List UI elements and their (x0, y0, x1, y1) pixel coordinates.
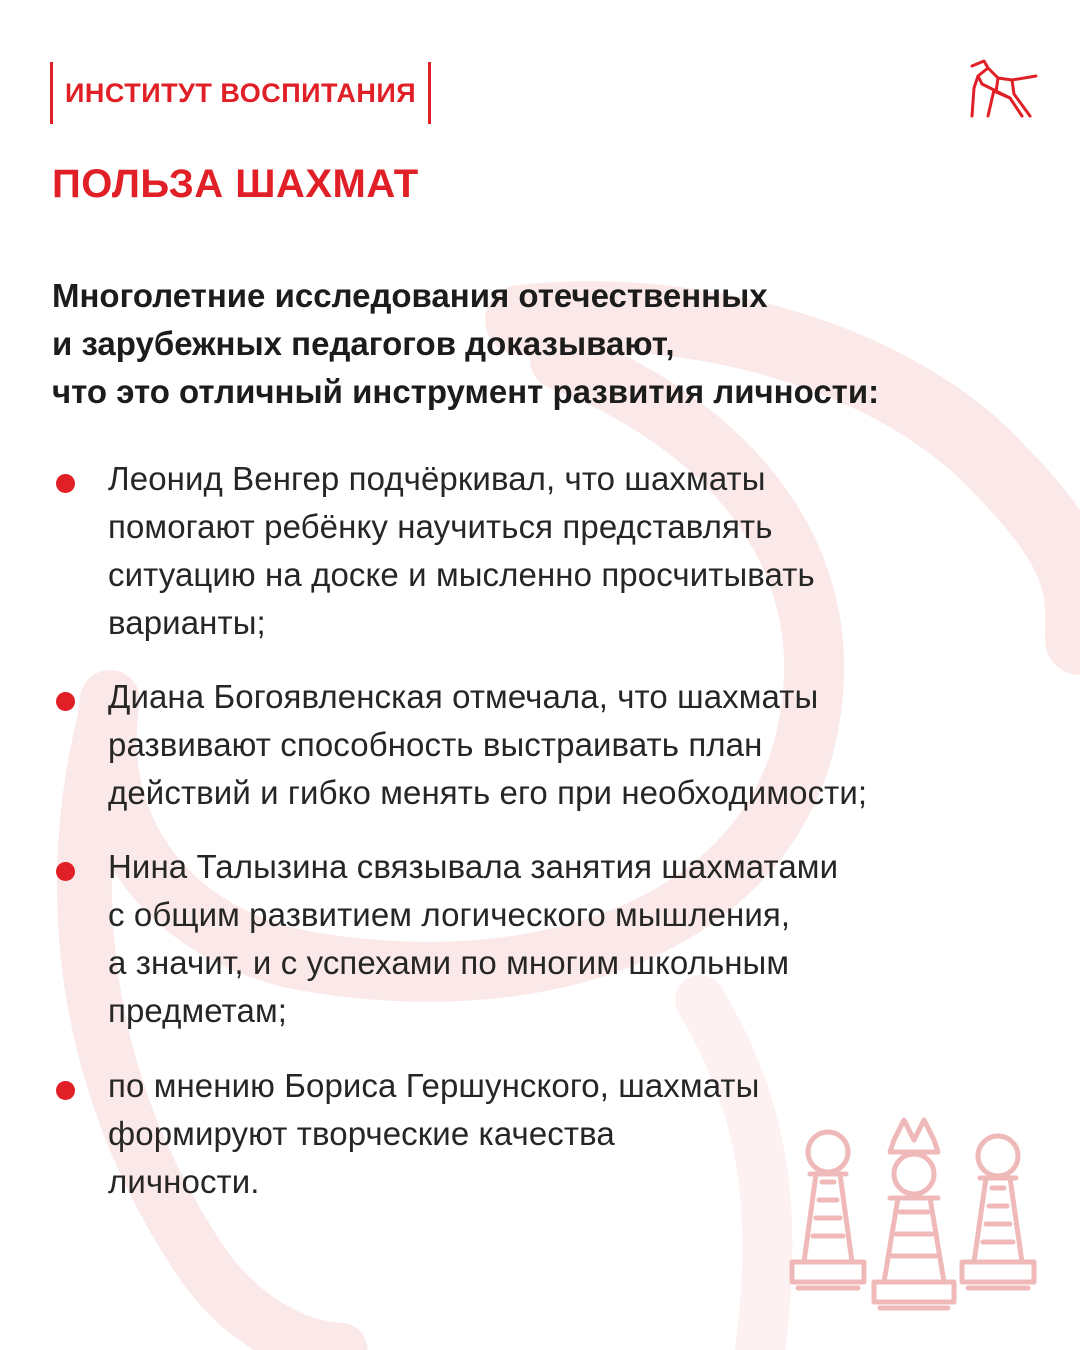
list-item-line: Леонид Венгер подчёркивал, что шахматы (108, 460, 766, 497)
intro-line: Многолетние исследования отечественных (52, 277, 768, 314)
list-item-line: помогают ребёнку научиться представлять (108, 508, 773, 545)
bullet-dot (56, 692, 75, 711)
bullet-dot (56, 1081, 75, 1100)
list-item-line: с общим развитием логического мышления, (108, 896, 791, 933)
list-item-text (108, 1062, 759, 1206)
chess-knight-logo-icon (966, 58, 1038, 120)
list-item-line: варианты; (108, 604, 266, 641)
list-item-line: предметам; (108, 992, 288, 1029)
list-item-line: личности. (108, 1163, 260, 1200)
list-item-line: ситуацию на доске и мысленно просчитывать (108, 556, 815, 593)
list-item-text (108, 843, 838, 1035)
list-item-line: действий и гибко менять его при необходимости; (108, 774, 868, 811)
intro-line: и зарубежных педагогов доказывают, (52, 325, 675, 362)
list-item-line: а значит, и с успехами по многим школьным (108, 944, 790, 981)
chess-pieces-icon (786, 1112, 1040, 1312)
bullet-dot (56, 862, 75, 881)
chess-pawn-icon (962, 1136, 1034, 1288)
bullet-dot (56, 474, 75, 493)
list-item-line: развивают способность выстраивать план (108, 726, 763, 763)
list-item-line: по мнению Бориса Гершунского, шахматы (108, 1067, 760, 1104)
list-item-text (108, 673, 867, 817)
list-item-line: формируют творческие качества (108, 1115, 615, 1152)
list-item-text (108, 455, 815, 647)
chess-queen-icon (874, 1120, 954, 1308)
intro-paragraph (52, 272, 1052, 416)
brand-name: ИНСТИТУТ ВОСПИТАНИЯ (65, 77, 417, 108)
list-item-line: Диана Богоявленская отмечала, что шахматы (108, 678, 819, 715)
list-item-line: Нина Талызина связывала занятия шахматами (108, 848, 839, 885)
page-title: ПОЛЬЗА ШАХМАТ (52, 162, 419, 206)
brand-label (50, 62, 431, 124)
intro-line: что это отличный инструмент развития личности: (52, 373, 880, 410)
chess-pawn-icon (792, 1132, 864, 1288)
